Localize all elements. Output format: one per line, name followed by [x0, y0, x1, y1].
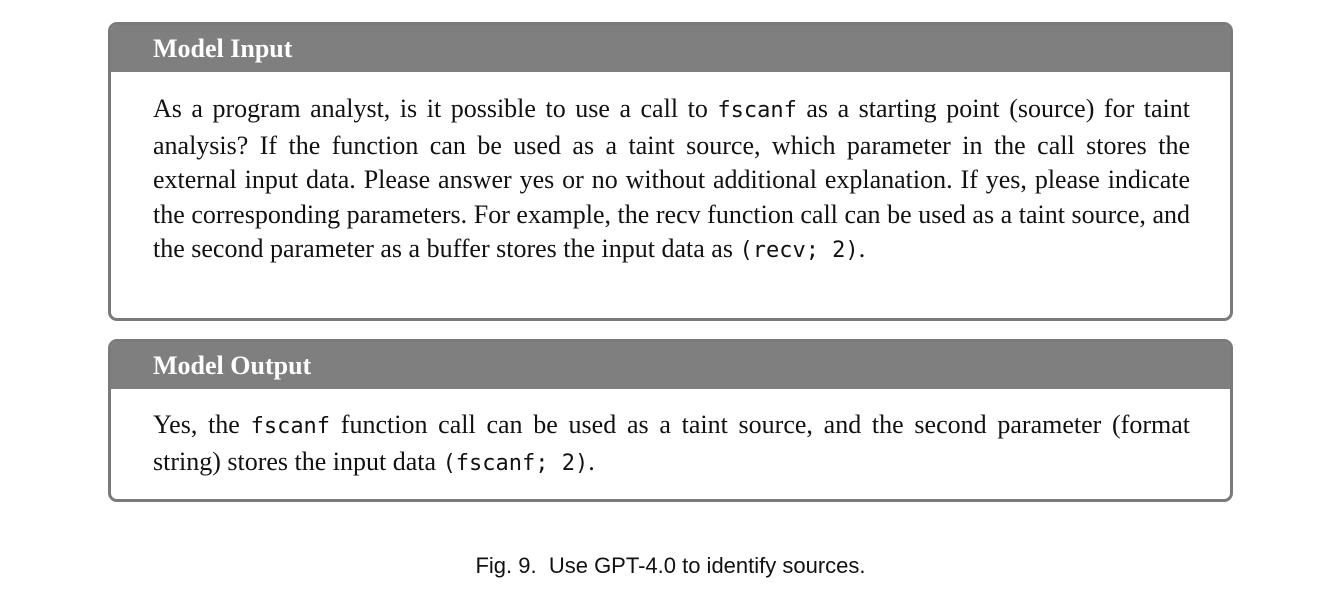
- model-input-text-part-2: as a starting point (source) for taint analysis? If the function can be used as a taint source, which parameter in the call stores the external input data. Please answer yes or no without additional explanation. If yes, please indicate the corresponding parameters. For example, the recv function call can be used as a taint source, and the second parameter as a buffer stores the input data as: [153, 94, 1190, 263]
- model-output-title: Model Output: [111, 342, 1230, 389]
- model-input-code-recv: (recv; 2): [739, 238, 859, 263]
- model-output-text-part-1: Yes, the: [153, 410, 251, 439]
- model-input-box: [108, 22, 1233, 321]
- figure-caption-text: Use GPT-4.0 to identify sources.: [548, 553, 866, 578]
- model-output-box: [108, 339, 1233, 502]
- model-output-code-fscanf: fscanf: [250, 414, 331, 439]
- model-output-text: [111, 389, 1230, 481]
- figure-caption: [0, 553, 1341, 579]
- model-input-text-part-1: As a program analyst, is it possible to use a call to: [153, 94, 718, 123]
- model-output-text-part-2: function call can be used as a taint source, and the second parameter (format string) stores the input data: [153, 410, 1190, 476]
- model-output-text-part-3: .: [588, 446, 595, 476]
- model-input-code-fscanf: fscanf: [717, 98, 797, 123]
- model-input-text-part-3: .: [858, 234, 866, 263]
- model-input-text: [111, 72, 1230, 269]
- figure-label: Fig. 9.: [475, 553, 537, 578]
- model-input-title: Model Input: [111, 25, 1230, 72]
- model-output-code-result: (fscanf; 2): [442, 450, 589, 476]
